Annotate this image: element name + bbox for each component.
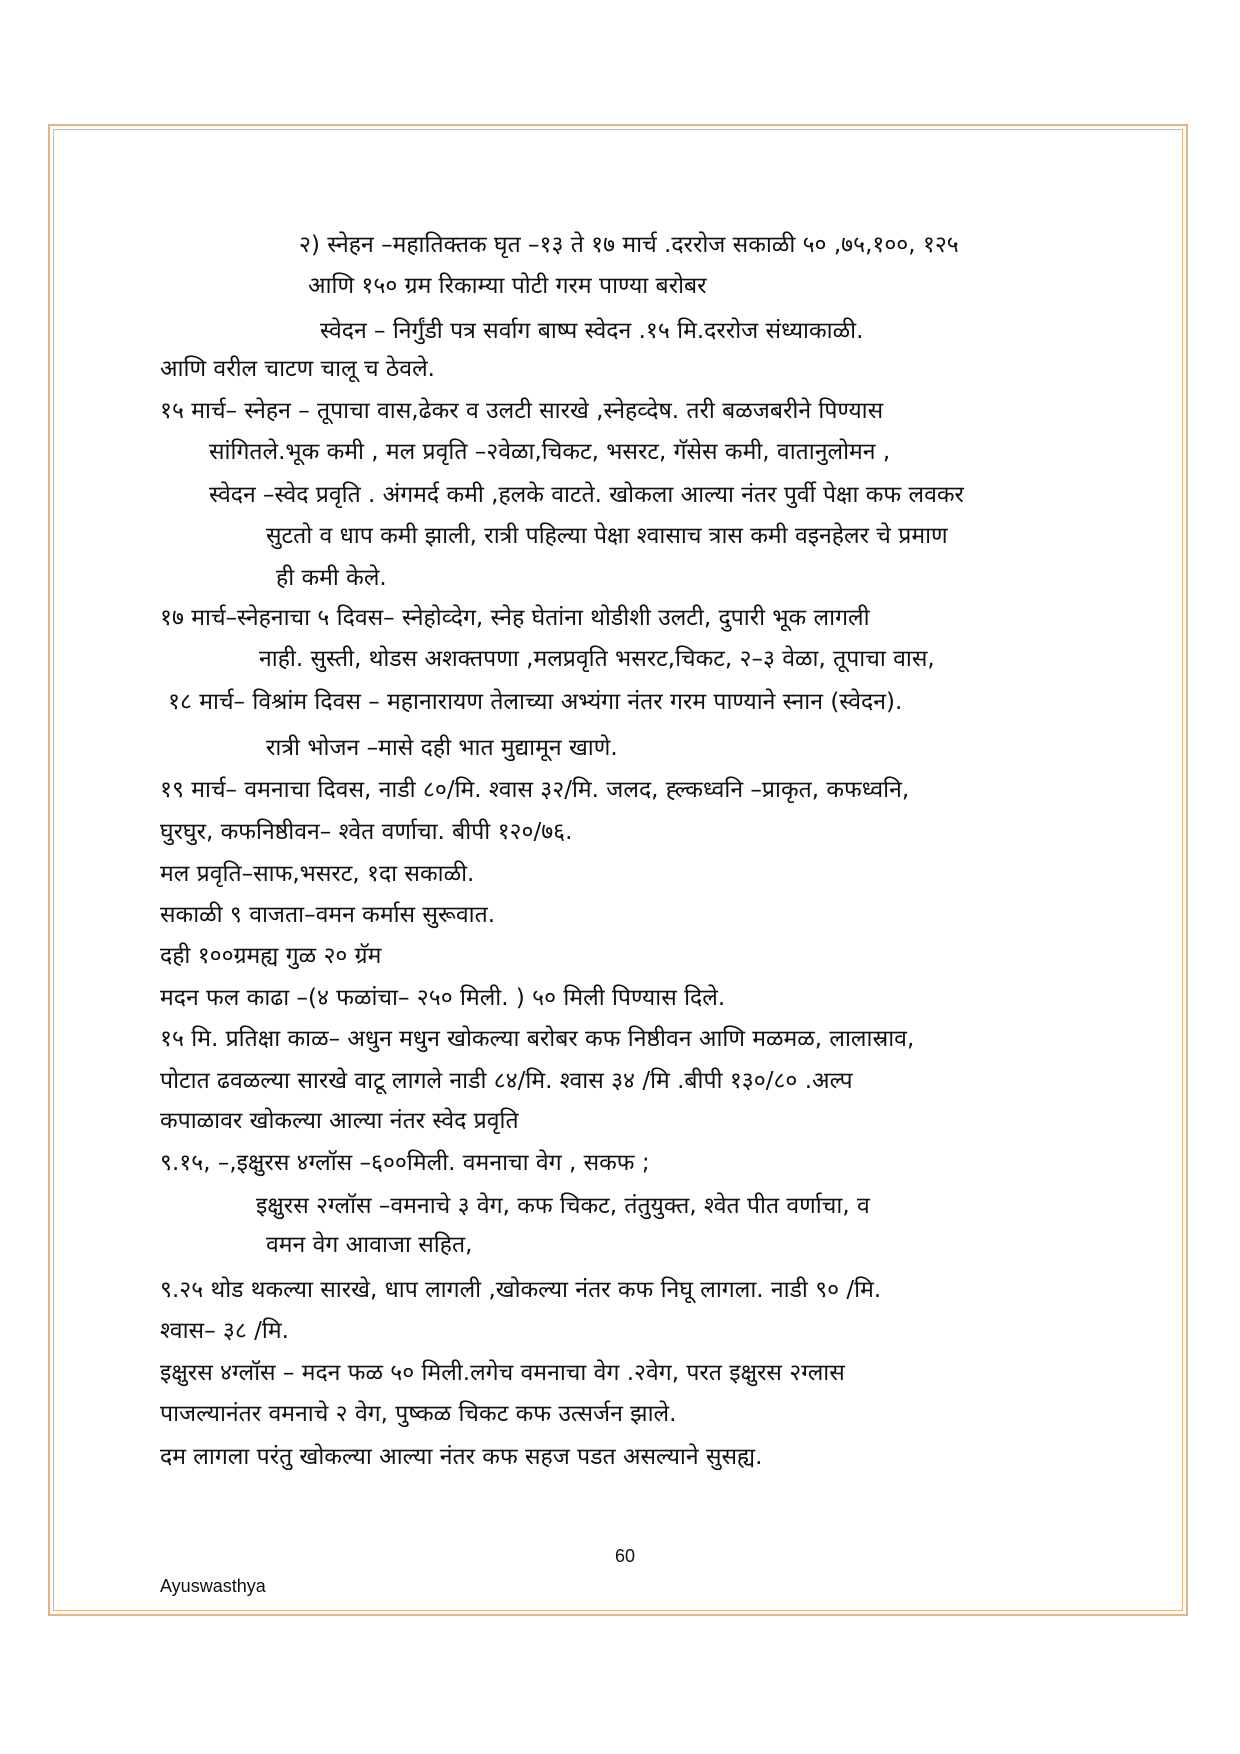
text-line: सकाळी ९ वाजता–वमन कर्मास सुरूवात.	[160, 902, 496, 928]
text-line: सांगितले.भूक कमी , मल प्रवृति –२वेळा,चिकट, भसरट, गॅसेस कमी, वातानुलोमन ,	[209, 439, 891, 465]
text-line: आणि वरील चाटण चालू च ठेवले.	[160, 356, 435, 382]
text-line: रात्री भोजन –मासे दही भात मुद्यामून खाणे.	[266, 735, 618, 761]
text-line: स्वेदन – निर्गुंडी पत्र सर्वाग बाष्प स्वेदन .१५ मि.दररोज संध्याकाळी.	[320, 318, 864, 344]
text-line: १७ मार्च–स्नेहनाचा ५ दिवस– स्नेहोव्देग, स्नेह घेतांना थोडीशी उलटी, दुपारी भूक लागली	[160, 605, 870, 631]
text-line: मदन फल काढा –(४ फळांचा– २५० मिली. ) ५० मिली पिण्यास दिले.	[160, 985, 726, 1011]
text-line: इक्षुरस २ग्लॉस –वमनाचे ३ वेग, कफ चिकट, तंतुयुक्त, श्वेत पीत वर्णाचा, व	[256, 1193, 870, 1219]
text-line: पाजल्यानंतर वमनाचे २ वेग, पुष्कळ चिकट कफ उत्सर्जन झाले.	[160, 1401, 677, 1427]
text-line: ही कमी केले.	[276, 565, 387, 591]
text-line: वमन वेग आवाजा सहित,	[266, 1232, 473, 1258]
text-line: १५ मार्च– स्नेहन – तूपाचा वास,ढेकर व उलटी सारखे ,स्नेहव्देष. तरी बळजबरीने पिण्यास	[160, 398, 884, 424]
text-line: सुटतो व धाप कमी झाली, रात्री पहिल्या पेक्षा श्वासाच त्रास कमी वइनहेलर चे प्रमाण	[266, 523, 948, 549]
text-line: घुरघुर, कफनिष्ठीवन– श्वेत वर्णाचा. बीपी १२०/७६.	[160, 819, 573, 845]
text-line: इक्षुरस ४ग्लॉस – मदन फळ ५० मिली.लगेच वमनाचा वेग .२वेग, परत इक्षुरस २ग्लास	[160, 1360, 845, 1386]
footer-text: Ayuswasthya	[160, 1576, 266, 1596]
text-line: मल प्रवृति–साफ,भसरट, १दा सकाळी.	[160, 861, 475, 887]
text-line: नाही. सुस्ती, थोडस अशक्तपणा ,मलप्रवृति भसरट,चिकट, २–३ वेळा, तूपाचा वास,	[259, 646, 935, 672]
text-line: दम लागला परंतु खोकल्या आल्या नंतर कफ सहज पडत असल्याने सुसह्य.	[160, 1444, 763, 1470]
text-line: ९.१५, –,इक्षुरस ४ग्लॉस –६००मिली. वमनाचा वेग , सकफ ;	[160, 1150, 650, 1176]
text-line: १५ मि. प्रतिक्षा काळ– अधुन मधुन खोकल्या बरोबर कफ निष्ठीवन आणि मळमळ, लालास्राव,	[160, 1026, 915, 1052]
text-line: १९ मार्च– वमनाचा दिवस, नाडी ८०/मि. श्वास ३२/मि. जलद, ह्ल्कध्वनि –प्राकृत, कफध्वनि,	[160, 777, 910, 803]
text-line: ९.२५ थोड थकल्या सारखे, धाप लागली ,खोकल्या नंतर कफ निघू लागला. नाडी ९० /मि.	[160, 1277, 882, 1303]
page-number: 60	[614, 1546, 636, 1566]
text-line: आणि १५० ग्रम रिकाम्या पोटी गरम पाण्या बरोबर	[308, 273, 707, 299]
text-line: २) स्नेहन –महातिक्तक घृत –१३ ते १७ मार्च .दररोज सकाळी ५० ,७५,१००, १२५	[299, 232, 959, 258]
text-line: दही १००ग्रमह्य गुळ २० ग्रॅम	[160, 943, 382, 969]
text-line: १८ मार्च– विश्रांम दिवस – महानारायण तेलाच्या अभ्यंगा नंतर गरम पाण्याने स्नान (स्वेदन).	[168, 689, 903, 715]
text-line: कपाळावर खोकल्या आल्या नंतर स्वेद प्रवृति	[160, 1108, 519, 1134]
text-line: पोटात ढवळल्या सारखे वाटू लागले नाडी ८४/मि. श्वास ३४ /मि .बीपी १३०/८० .अल्प	[160, 1068, 853, 1094]
text-line: स्वेदन –स्वेद प्रवृति . अंगमर्द कमी ,हलके वाटते. खोकला आल्या नंतर पुर्वी पेक्षा कफ लवकर	[209, 482, 964, 508]
text-line: श्वास– ३८ /मि.	[160, 1318, 289, 1344]
